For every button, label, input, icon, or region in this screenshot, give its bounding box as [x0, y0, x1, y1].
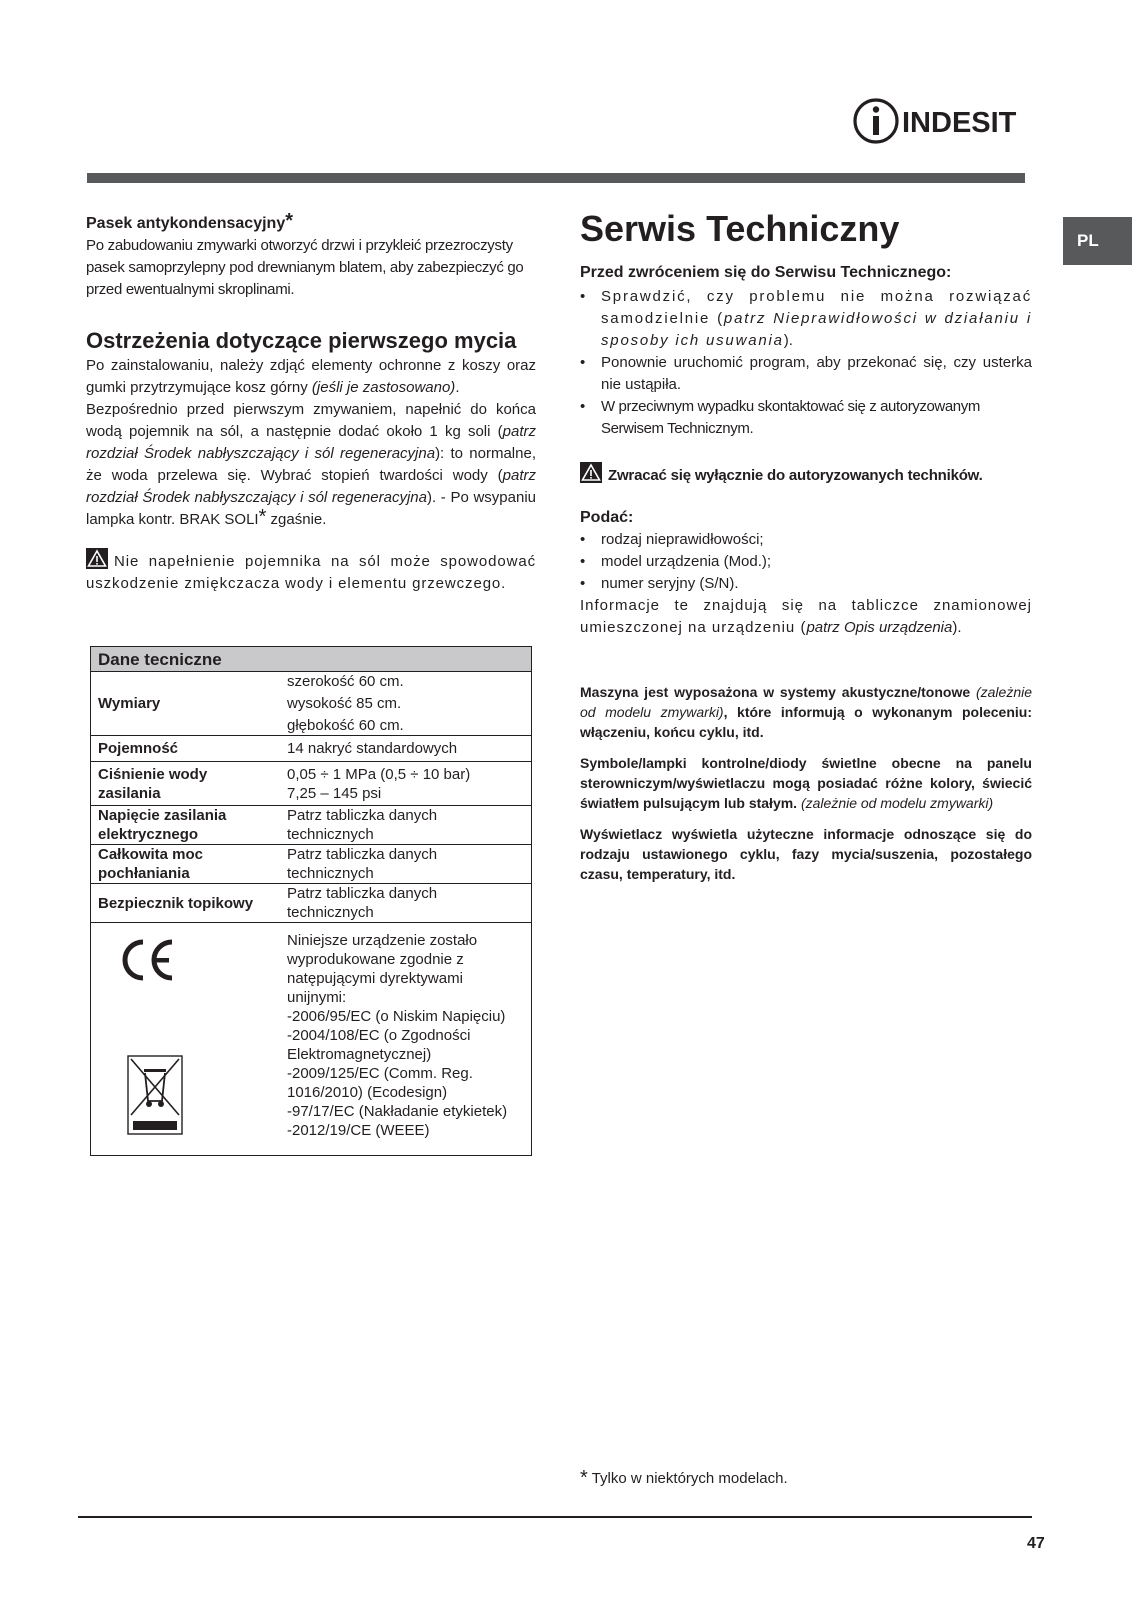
ce-mark-icon: [119, 937, 177, 988]
first-wash-paragraph-2: Bezpośrednio przed pierwszym zmywaniem, napełnić do końca wodą pojemnik na sól, a następnie dodać około 1 kg soli (patrz rozdział Środek nabłyszczający i sól regeneracyjna): to normalne, że woda przelewa się. Wybrać stopień twardości wody (patrz rozdział Środek nabłyszczający i sól regeneracyjna). - Po wsypaniu lampka kontr. BRAK SOLI* zgaśnie.: [86, 401, 536, 528]
table-row-conformity: [91, 923, 532, 1156]
table-key: Pojemność: [91, 736, 281, 762]
first-wash-paragraph-1: Po zainstalowaniu, należy zdjąć elementy ochronne z koszy oraz gumki przytrzymujące kosz górny (jeśli je zastosowano).: [86, 357, 536, 396]
conformity-marks: [91, 923, 281, 1156]
table-key: Całkowita moc pochłaniania: [91, 845, 281, 884]
table-header-row: [91, 647, 532, 672]
table-key: Wymiary: [91, 672, 281, 736]
table-row: [91, 845, 532, 884]
footnote: * Tylko w niektórych modelach.: [580, 1467, 788, 1489]
table-value: Patrz tabliczka danych technicznych: [280, 806, 532, 845]
list-item: • Sprawdzić, czy problemu nie można rozwiązać samodzielnie (patrz Nieprawidłowości w działaniu i sposoby ich usuwania).: [580, 286, 1032, 352]
crossed-bin-icon: [127, 1055, 183, 1140]
list-item: • rodzaj nieprawidłowości;: [580, 529, 1032, 551]
brand-name: INDESIT: [902, 107, 1017, 139]
table-row: [91, 736, 532, 762]
indesit-logo: [852, 96, 1032, 146]
table-header: Dane tecniczne: [91, 647, 532, 672]
nameplate-info: Informacje te znajdują się na tabliczce znamionowej umieszczonej na urządzeniu (patrz Opis urządzenia).: [580, 597, 1032, 636]
first-wash-title: Ostrzeżenia dotyczące pierwszego mycia: [86, 328, 517, 353]
table-key: Bezpiecznik topikowy: [91, 884, 281, 923]
table-value: 0,05 ÷ 1 MPa (0,5 ÷ 10 bar) 7,25 – 145 psi: [280, 762, 532, 806]
first-wash-section: [86, 327, 536, 531]
anti-condensation-section: [86, 210, 536, 301]
service-section: [580, 262, 1032, 639]
table-row: [91, 762, 532, 806]
warning-triangle-icon: [580, 462, 602, 483]
list-item: • Ponownie uruchomić program, aby przekonać się, czy usterka nie ustąpiła.: [580, 352, 1032, 396]
table-row: [91, 884, 532, 923]
language-tab: PL: [1063, 217, 1132, 265]
table-value: szerokość 60 cm. wysokość 85 cm. głębokość 60 cm.: [280, 672, 532, 736]
anti-condensation-title: Pasek antykondensacyjny*: [86, 210, 294, 232]
page-title: Serwis Techniczny: [580, 208, 900, 249]
table-value: Patrz tabliczka danych technicznych: [280, 845, 532, 884]
directives-list: Niniejsze urządzenie zostało wyprodukowane zgodnie z natępującymi dyrektywami unijnymi: -2006/95/EC (o Niskim Napięciu) -2004/108/EC (o Zgodności Elektromagnetycznej) -2009/125/EC (Comm. Reg. 1016/2010) (Ecodesign) -97/17/EC (Nakładanie etykietek) -2012/19/CE (WEEE): [280, 923, 532, 1156]
provide-title: Podać:: [580, 509, 634, 526]
list-item: • numer seryjny (S/N).: [580, 573, 1032, 595]
note-acoustic: Maszyna jest wyposażona w systemy akustyczne/tonowe (zależnie od modelu zmywarki), które informują o wykonanym poleceniu: włączeniu, końcu cyklu, itd.: [580, 684, 1032, 740]
note-display: Wyświetlacz wyświetla użyteczne informacje odnoszące się do rodzaju ustawionego cyklu, fazy mycia/suszenia, pozostałego czasu, temperatury, itd.: [580, 826, 1032, 882]
anti-condensation-text: Po zabudowaniu zmywarki otworzyć drzwi i przykleić przezroczysty pasek samoprzylepny pod drewnianym blatem, aby zabezpieczyć go przed ewentualnymi skroplinami.: [86, 237, 524, 298]
top-divider: [87, 173, 1025, 183]
list-item: • model urządzenia (Mod.);: [580, 551, 1032, 573]
table-row: [91, 672, 532, 736]
technical-data-table: [90, 646, 532, 1156]
table-key: Ciśnienie wody zasilania: [91, 762, 281, 806]
table-key: Napięcie zasilania elektrycznego: [91, 806, 281, 845]
bottom-divider: [78, 1516, 1032, 1518]
list-item: • W przeciwnym wypadku skontaktować się z autoryzowanym Serwisem Technicznym.: [580, 396, 1032, 440]
before-service-title: Przed zwróceniem się do Serwisu Technicznego:: [580, 264, 952, 281]
page-number: 47: [1027, 1535, 1045, 1552]
authorized-warning: Zwracać się wyłącznie do autoryzowanych techników.: [580, 462, 1032, 487]
table-value: Patrz tabliczka danych technicznych: [280, 884, 532, 923]
note-symbols: Symbole/lampki kontrolne/diody świetlne obecne na panelu sterowniczym/wyświetlaczu mogą posiadać różne kolory, świecić światłem pulsującym lub stałym. (zależnie od modelu zmywarki): [580, 755, 1032, 811]
salt-warning: Nie napełnienie pojemnika na sól może spowodować uszkodzenie zmiękczacza wody i elementu grzewczego.: [86, 548, 536, 595]
table-row: [91, 806, 532, 845]
feature-notes: [580, 682, 1032, 895]
warning-triangle-icon: [86, 548, 108, 569]
table-value: 14 nakryć standardowych: [280, 736, 532, 762]
